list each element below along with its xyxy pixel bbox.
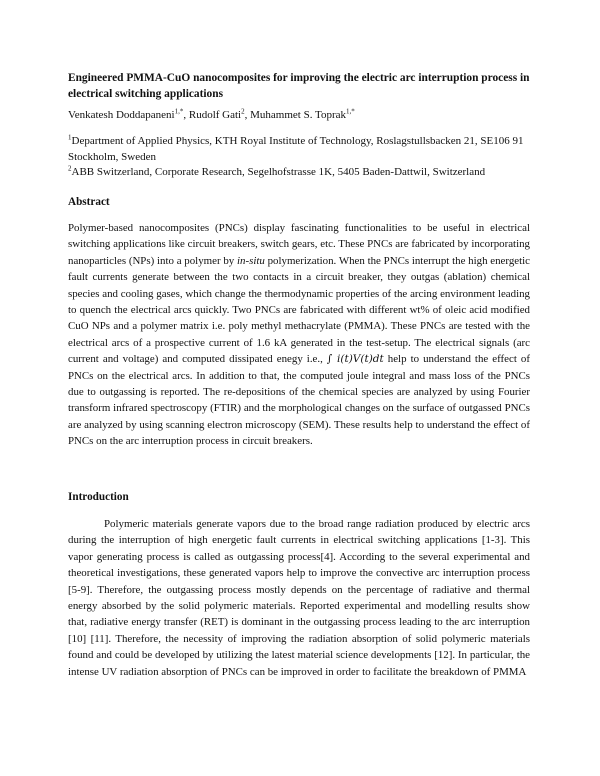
abstract-heading: Abstract [68, 196, 110, 208]
author-name: Rudolf Gati [188, 109, 242, 121]
abstract-text: polymerization. When the PNCs interrupt the high energetic fault currents generate between the two contacts in a circuit breaker, they outgas (ablation) chemical species and cooling gases, which change the thermodynamic properties of the arcing environment leading to quench the electrical arcs quickly. Two PNCs are fabricated with different wt% of oleic acid modified CuO NPs and a polymer matrix i.e. poly methyl methacrylate (PMMA). These PNCs are tested with the electrical arcs of a prospective current of 1.6 kA generated in the test-setup. The electrical signals (arc current and voltage) and computed dissipated enegy i.e., [68, 254, 530, 366]
affiliation-mark: 2 [68, 164, 72, 173]
author-name: Venkatesh Doddapaneni [68, 109, 175, 121]
affiliation-text: Department of Applied Physics, KTH Royal Institute of Technology, Roslagstullsbacken 21, SE106 91 Stockholm, Sweden [68, 135, 524, 163]
introduction-body: Polymeric materials generate vapors due to the broad range radiation produced by electric arcs during the interruption of high energetic fault currents in electrical switching applications [1-3]. This vapor generating process is called as outgassing process[4]. According to the several experimental and theoretical investigations, these generated vapors help to improve the convective arc interruption process [5-9]. Therefore, the outgassing process mostly depends on the percentage of radiative and thermal energy absorbed by the solid polymeric materials. Reported experimental and modelling results show that, radiative energy transfer (RET) is dominant in the outgassing process leading to the arc interruption [10] [11]. Therefore, the necessity of improving the radiation absorption of solid polymeric materials found and could be developed by utilizing the latest material science developments [12]. In particular, the intense UV radiation absorption of PNCs can be improved in order to facilitate the breakdown of PMMA [68, 518, 530, 678]
author-separator: , [244, 109, 251, 121]
author-affiliation-mark: 1,* [174, 107, 184, 116]
introduction-heading: Introduction [68, 491, 129, 503]
author-affiliation-mark: 1,* [346, 107, 355, 116]
affiliation-text: ABB Switzerland, Corporate Research, Segelhofstrasse 1K, 5405 Baden-Dattwil, Switzerland [71, 166, 486, 178]
affiliation-mark: 1 [68, 133, 72, 142]
author-separator: , [183, 109, 189, 121]
paper-title: Engineered PMMA-CuO nanocomposites for improving the electric arc interruption process in electrical switching applications [68, 72, 530, 100]
author-name: Muhammet S. Toprak [250, 109, 346, 121]
abstract-italic-term: in-situ [237, 254, 265, 267]
abstract-text: Polymer-based nanocomposites (PNCs) display fascinating functionalities to be useful in electrical switching applications like circuit breakers, switch gears, etc. These PNCs are fabricated by incorporating nanoparticles (NPs) into a polymer by [68, 222, 530, 267]
affiliation-list [68, 134, 530, 181]
abstract-text: help to understand the effect of PNCs on the electrical arcs. In addition to that, the computed joule integral and mass loss of the PNCs due to outgassing is reported. The re-depositions of the chemical species are analyzed by using Fourier transform infrared spectroscopy (FTIR) and the morphological changes on the surface of outgassed PNCs are analyzed by using scanning electron microscopy (SEM). These results help to understand the effect of PNCs on the arc interruption process in circuit breakers. [68, 353, 530, 448]
affiliation [68, 134, 530, 165]
energy-integral-formula: ∫ i(t)V(t)dt [326, 353, 384, 366]
author-affiliation-mark: 2 [241, 107, 245, 116]
author-list [68, 108, 530, 122]
affiliation [68, 165, 530, 181]
abstract-body [68, 220, 530, 450]
